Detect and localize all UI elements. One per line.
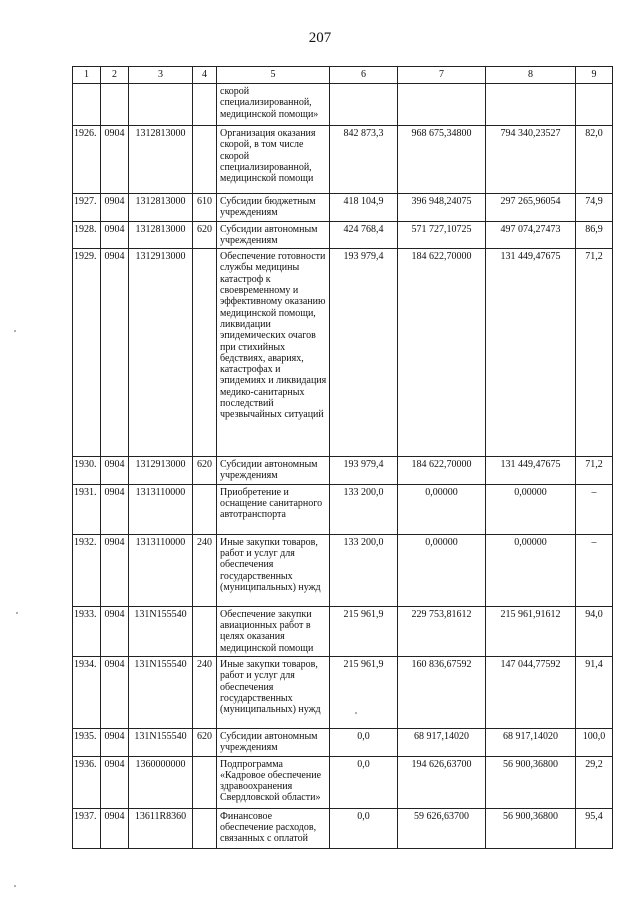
section-code: 0904 bbox=[101, 656, 129, 728]
section-code bbox=[101, 84, 129, 126]
item-name: Субсидии автономным учреждениям bbox=[217, 221, 330, 249]
section-code: 0904 bbox=[101, 534, 129, 606]
row-number bbox=[73, 84, 101, 126]
row-number: 1927. bbox=[73, 194, 101, 222]
section-code: 0904 bbox=[101, 194, 129, 222]
column-header: 8 bbox=[486, 67, 576, 84]
percent-col9: 100,0 bbox=[576, 728, 613, 756]
value-col8: 131 449,47675 bbox=[486, 249, 576, 457]
percent-col9: 74,9 bbox=[576, 194, 613, 222]
value-col7: 0,00000 bbox=[398, 484, 486, 534]
value-col8: 794 340,23527 bbox=[486, 126, 576, 194]
value-col6: 193 979,4 bbox=[330, 249, 398, 457]
section-code: 0904 bbox=[101, 221, 129, 249]
item-name: Приобретение и оснащение санитарного автотранспорта bbox=[217, 484, 330, 534]
percent-col9: 95,4 bbox=[576, 808, 613, 848]
value-col6: 215 961,9 bbox=[330, 606, 398, 656]
value-col8: 297 265,96054 bbox=[486, 194, 576, 222]
value-col6: 842 873,3 bbox=[330, 126, 398, 194]
expense-type bbox=[193, 606, 217, 656]
row-number: 1931. bbox=[73, 484, 101, 534]
item-name: Субсидии автономным учреждениям bbox=[217, 728, 330, 756]
percent-col9: – bbox=[576, 484, 613, 534]
scan-speck bbox=[16, 612, 18, 614]
item-name: Обеспечение готовности службы медицины катастроф к своевременному и эффективному оказанию медицинской помощи, ликвидации эпидемических очагов при стихийных бедствиях, авариях, катастрофах и эпидемиях и ликвидация медико-санитарных последствий чрезвычайных ситуаций bbox=[217, 249, 330, 457]
value-col7: 59 626,63700 bbox=[398, 808, 486, 848]
expense-type bbox=[193, 808, 217, 848]
row-number: 1932. bbox=[73, 534, 101, 606]
expense-type bbox=[193, 484, 217, 534]
item-name: Иные закупки товаров, работ и услуг для обеспечения государственных (муниципальных) нужд bbox=[217, 534, 330, 606]
section-code: 0904 bbox=[101, 606, 129, 656]
table-row bbox=[73, 656, 613, 728]
item-name: Подпрограмма «Кадровое обеспечение здравоохранения Свердловской области» bbox=[217, 756, 330, 808]
value-col7: 160 836,67592 bbox=[398, 656, 486, 728]
table-row bbox=[73, 808, 613, 848]
scan-speck bbox=[355, 712, 357, 714]
scan-speck bbox=[14, 885, 16, 887]
value-col7: 194 626,63700 bbox=[398, 756, 486, 808]
value-col7: 184 622,70000 bbox=[398, 249, 486, 457]
value-col7: 229 753,81612 bbox=[398, 606, 486, 656]
row-number: 1935. bbox=[73, 728, 101, 756]
target-code: 131N155540 bbox=[129, 606, 193, 656]
target-code: 1312813000 bbox=[129, 221, 193, 249]
expense-type bbox=[193, 249, 217, 457]
item-name: Финансовое обеспечение расходов, связанных с оплатой bbox=[217, 808, 330, 848]
expense-type: 610 bbox=[193, 194, 217, 222]
row-number: 1929. bbox=[73, 249, 101, 457]
target-code: 131N155540 bbox=[129, 728, 193, 756]
value-col8: 56 900,36800 bbox=[486, 808, 576, 848]
value-col8: 497 074,27473 bbox=[486, 221, 576, 249]
value-col7 bbox=[398, 84, 486, 126]
column-header: 3 bbox=[129, 67, 193, 84]
section-code: 0904 bbox=[101, 756, 129, 808]
row-number: 1937. bbox=[73, 808, 101, 848]
percent-col9: 71,2 bbox=[576, 249, 613, 457]
value-col8: 0,00000 bbox=[486, 534, 576, 606]
table-row bbox=[73, 606, 613, 656]
table-row bbox=[73, 221, 613, 249]
value-col8: 56 900,36800 bbox=[486, 756, 576, 808]
target-code bbox=[129, 84, 193, 126]
expense-type: 620 bbox=[193, 728, 217, 756]
value-col7: 0,00000 bbox=[398, 534, 486, 606]
section-code: 0904 bbox=[101, 808, 129, 848]
target-code: 1360000000 bbox=[129, 756, 193, 808]
value-col7: 968 675,34800 bbox=[398, 126, 486, 194]
value-col6: 215 961,9 bbox=[330, 656, 398, 728]
row-number: 1930. bbox=[73, 457, 101, 485]
expense-type: 240 bbox=[193, 656, 217, 728]
value-col6: 418 104,9 bbox=[330, 194, 398, 222]
item-name: Субсидии бюджетным учреждениям bbox=[217, 194, 330, 222]
value-col6: 133 200,0 bbox=[330, 534, 398, 606]
column-header: 9 bbox=[576, 67, 613, 84]
value-col8: 215 961,91612 bbox=[486, 606, 576, 656]
row-number: 1933. bbox=[73, 606, 101, 656]
table-row bbox=[73, 457, 613, 485]
value-col8: 0,00000 bbox=[486, 484, 576, 534]
table-row bbox=[73, 534, 613, 606]
value-col7: 571 727,10725 bbox=[398, 221, 486, 249]
table-row bbox=[73, 728, 613, 756]
table-row bbox=[73, 126, 613, 194]
expense-type: 620 bbox=[193, 457, 217, 485]
page-number: 207 bbox=[308, 30, 332, 46]
target-code: 1312913000 bbox=[129, 457, 193, 485]
row-number: 1928. bbox=[73, 221, 101, 249]
row-number: 1936. bbox=[73, 756, 101, 808]
expense-type bbox=[193, 756, 217, 808]
section-code: 0904 bbox=[101, 457, 129, 485]
table-header-row bbox=[73, 67, 613, 84]
value-col8: 131 449,47675 bbox=[486, 457, 576, 485]
target-code: 13611R8360 bbox=[129, 808, 193, 848]
column-header: 1 bbox=[73, 67, 101, 84]
section-code: 0904 bbox=[101, 249, 129, 457]
table-row bbox=[73, 84, 613, 126]
percent-col9: 71,2 bbox=[576, 457, 613, 485]
item-name: скорой специализированной, медицинской помощи» bbox=[217, 84, 330, 126]
row-number: 1926. bbox=[73, 126, 101, 194]
item-name: Обеспечение закупки авиационных работ в целях оказания медицинской помощи bbox=[217, 606, 330, 656]
percent-col9: 94,0 bbox=[576, 606, 613, 656]
value-col6: 424 768,4 bbox=[330, 221, 398, 249]
item-name: Иные закупки товаров, работ и услуг для обеспечения государственных (муниципальных) нужд bbox=[217, 656, 330, 728]
column-header: 7 bbox=[398, 67, 486, 84]
column-header: 2 bbox=[101, 67, 129, 84]
value-col8 bbox=[486, 84, 576, 126]
column-header: 4 bbox=[193, 67, 217, 84]
expense-type bbox=[193, 126, 217, 194]
item-name: Организация оказания скорой, в том числе скорой специализированной, медицинской помощи bbox=[217, 126, 330, 194]
section-code: 0904 bbox=[101, 484, 129, 534]
expense-type: 240 bbox=[193, 534, 217, 606]
target-code: 1312913000 bbox=[129, 249, 193, 457]
budget-table bbox=[72, 66, 613, 849]
expense-type bbox=[193, 84, 217, 126]
expense-type: 620 bbox=[193, 221, 217, 249]
table-row bbox=[73, 249, 613, 457]
section-code: 0904 bbox=[101, 126, 129, 194]
percent-col9: 91,4 bbox=[576, 656, 613, 728]
percent-col9: 82,0 bbox=[576, 126, 613, 194]
value-col6: 193 979,4 bbox=[330, 457, 398, 485]
value-col7: 68 917,14020 bbox=[398, 728, 486, 756]
item-name: Субсидии автономным учреждениям bbox=[217, 457, 330, 485]
value-col6 bbox=[330, 84, 398, 126]
table-row bbox=[73, 756, 613, 808]
scan-speck bbox=[14, 330, 16, 332]
value-col6: 133 200,0 bbox=[330, 484, 398, 534]
table-row bbox=[73, 484, 613, 534]
target-code: 1312813000 bbox=[129, 194, 193, 222]
value-col7: 184 622,70000 bbox=[398, 457, 486, 485]
target-code: 1312813000 bbox=[129, 126, 193, 194]
target-code: 1313110000 bbox=[129, 484, 193, 534]
target-code: 1313110000 bbox=[129, 534, 193, 606]
row-number: 1934. bbox=[73, 656, 101, 728]
value-col7: 396 948,24075 bbox=[398, 194, 486, 222]
percent-col9: – bbox=[576, 534, 613, 606]
section-code: 0904 bbox=[101, 728, 129, 756]
percent-col9: 86,9 bbox=[576, 221, 613, 249]
value-col6: 0,0 bbox=[330, 756, 398, 808]
table-row bbox=[73, 194, 613, 222]
value-col8: 147 044,77592 bbox=[486, 656, 576, 728]
target-code: 131N155540 bbox=[129, 656, 193, 728]
value-col8: 68 917,14020 bbox=[486, 728, 576, 756]
percent-col9: 29,2 bbox=[576, 756, 613, 808]
column-header: 6 bbox=[330, 67, 398, 84]
value-col6: 0,0 bbox=[330, 808, 398, 848]
value-col6: 0,0 bbox=[330, 728, 398, 756]
percent-col9 bbox=[576, 84, 613, 126]
column-header: 5 bbox=[217, 67, 330, 84]
